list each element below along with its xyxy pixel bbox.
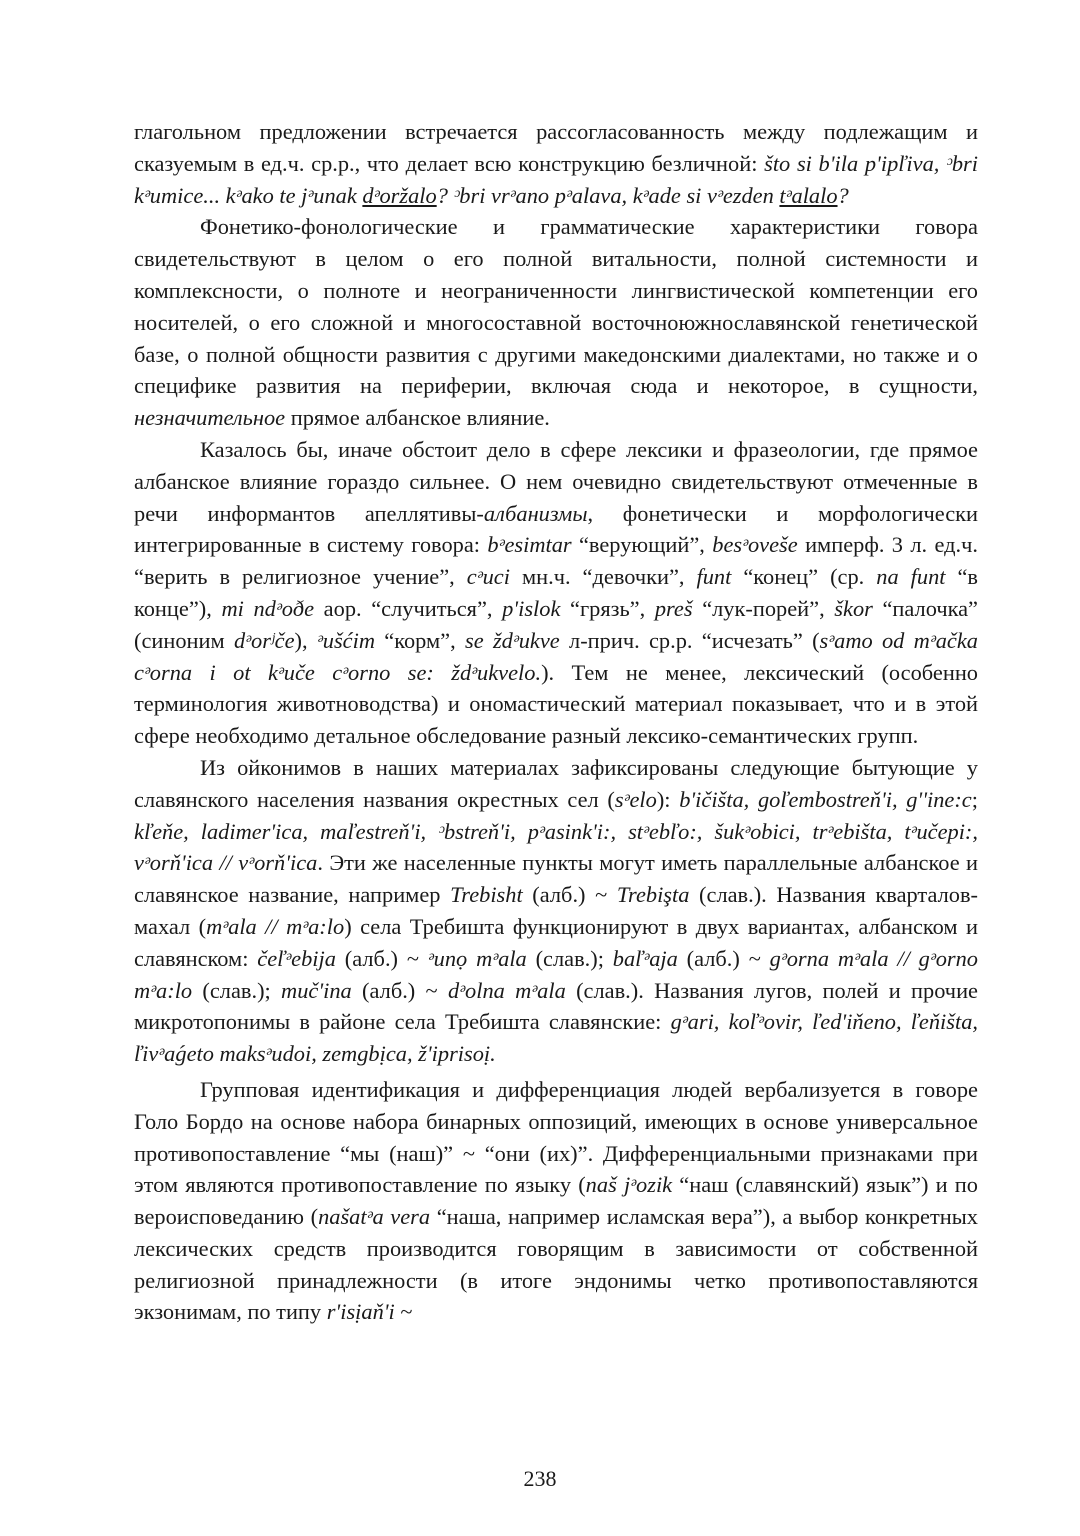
- text-run: ) села Требишта функционируют в двух вариантах, албанском и славянском:: [134, 913, 979, 971]
- italic-run: p'islok: [502, 595, 561, 621]
- italic-run: naš jᵊozik: [585, 1172, 673, 1198]
- italic-run: što si b'ila p'ipľiva, ᵓbri kᵊumice... kᵊako te jᵊunak: [134, 150, 978, 208]
- italic-run: Trebisht: [450, 882, 523, 908]
- italic-run: gᵊorna mᵊala // gᵊorno mᵊa:lo: [134, 945, 978, 1003]
- italic-run: dᵊorʲče: [233, 627, 295, 653]
- text-run: (слав.);: [526, 945, 613, 971]
- text-run: ),: [294, 627, 317, 653]
- text-run: “корм”,: [374, 627, 465, 653]
- text-run: (слав.);: [192, 977, 282, 1003]
- italic-run: se ždᵊukve: [465, 627, 560, 653]
- text-run: “грязь”,: [560, 595, 655, 621]
- text-run: (алб.) ~: [335, 945, 428, 971]
- text-run: “верующий”,: [571, 532, 713, 558]
- paragraph-4: [134, 752, 978, 1070]
- text-run: л-прич. ср.р. “исчезать” (: [559, 627, 820, 653]
- text-run: аор. “случиться”,: [314, 595, 503, 621]
- text-run: ;: [971, 786, 978, 812]
- italic-run: kľeňe, ladimer'ica, maľestreň'i, ᵓbstreň'i, pᵊasink'i:, stᵊebľo:, šukᵊobici, trᵊebišta, tᵊučepi:, vᵊorň'ica // vᵊorň'ica: [134, 818, 978, 876]
- text-run: Из ойконимов в наших материалах зафиксированы следующие бытующие у славянского населения названия окрестных сел (: [134, 754, 978, 812]
- italic-run: preš: [654, 595, 693, 621]
- text-run: “наша, например исламская вера”), а выбор конкретных лексических средств производится говорящим в зависимости от собственной религиозной принадлежности (в итоге эндонимы четко противопоставляются экзонимам, по типу: [134, 1204, 978, 1325]
- italic-run: албанизмы: [483, 500, 588, 526]
- italic-run: ᵊunọ mᵊala: [427, 945, 527, 971]
- italic-run: ᵊušćim: [316, 627, 375, 653]
- text-run: (алб.) ~: [677, 945, 770, 971]
- italic-run: škor: [834, 595, 873, 621]
- italic-run: besᵊoveše: [712, 532, 798, 558]
- italic-run: funt: [696, 564, 732, 590]
- italic-run: mi ndᵊoðe: [221, 595, 315, 621]
- paragraph-5: [134, 1074, 978, 1328]
- text-run: . Эти же населенные пункты могут иметь параллельные албанское и славянское название, например: [134, 850, 979, 908]
- text-run: (алб.) ~: [522, 882, 617, 908]
- text-run: , фонетически и морфологически интегрированные в систему говора:: [134, 500, 978, 558]
- italic-run: b'ičišta, goľembostreň'i, g''ine:c: [679, 786, 972, 812]
- italic-run: dᵊolna mᵊala: [447, 977, 566, 1003]
- text-run: ). Тем не менее, лексический (особенно терминология животноводства) и ономастический материал показывает, что и в этой сфере необходимо детальное обследование разный лексико-семантических групп.: [134, 659, 978, 749]
- italic-run: cᵊuci: [466, 564, 510, 590]
- italic-run: na funt: [876, 564, 946, 590]
- italic-run: muč'ina: [281, 977, 352, 1003]
- page-number: 238: [523, 1466, 557, 1491]
- text-run: Групповая идентификация и дифференциация людей вербализуется в говоре Голо Бордо на основе набора бинарных оппозиций, имеющих в основе универсальное противопоставление “мы (наш)” ~ “они (их)”. Дифференциальными признаками при этом являются противопоставление по языку (: [134, 1076, 978, 1198]
- text-run: Фонетико-фонологические и грамматические характеристики говора свидетельствуют в целом о его полной витальности, полной системности и комплексности, о полноте и неограниченности лингвистической компетенции его носителей, о его сложной и многосоставной восточноюжнославянской генетической базе, о полной общности развития с другими македонскими диалектами, но также и о специфике развития на периферии, включая сюда и некоторое, в сущности,: [134, 214, 978, 399]
- italic-run: Trebişta: [616, 882, 690, 908]
- text-run: (слав.). Названия лугов, полей и прочие микротопонимы в районе села Требишта славянские:: [134, 977, 978, 1035]
- italic-run: tᵊalalo: [779, 182, 838, 208]
- italic-run: sᵊelo: [614, 786, 657, 812]
- text-run: “лук-порей”,: [692, 595, 835, 621]
- italic-run: незначительное: [134, 405, 286, 431]
- italic-run: ? ᵓbri vrᵊano pᵊalava, kᵊade si vᵊezden: [436, 182, 780, 208]
- italic-run: mᵊala // mᵊa:lo: [206, 913, 345, 939]
- text-run: мн.ч. “девочки”,: [509, 564, 697, 590]
- italic-run: bᵊesimtar: [487, 532, 572, 558]
- text-run: глагольном предложении встречается рассогласованность между подлежащим и сказуемым в ед.ч. ср.р., что делает всю конструкцию безличной:: [134, 119, 978, 176]
- italic-run: baľᵊaja: [612, 945, 678, 971]
- text-run: (алб.) ~: [351, 977, 448, 1003]
- text-run: ):: [656, 786, 680, 812]
- italic-run: r'isịaň'i: [326, 1299, 395, 1325]
- paragraph-3: [134, 434, 978, 752]
- text-run: прямое албанское влияние.: [285, 405, 550, 431]
- text-run: Казалось бы, иначе обстоит дело в сфере лексики и фразеологии, где прямое албанское влияние гораздо сильнее. О нем очевидно свидетельствуют отмеченные в речи информантов апеллятивы-: [134, 436, 978, 526]
- text-run: ~: [394, 1299, 413, 1325]
- paragraph-2: [134, 211, 978, 434]
- text-run: “конец” (ср.: [731, 564, 877, 590]
- text-run: “наш (славянский) язык”) и по вероисповеданию (: [134, 1172, 978, 1230]
- italic-run: ?: [837, 182, 849, 208]
- italic-run: našatᵊa vera: [318, 1204, 431, 1230]
- text-run: (слав.). Названия кварталов-махал (: [134, 882, 979, 939]
- italic-run: dᵊoržalo: [362, 182, 437, 208]
- document-body: [134, 116, 978, 1328]
- italic-run: čeľᵊebija: [257, 945, 336, 971]
- italic-run: gᵊari, koľᵊovir, ľed'iňeno, ľeňišta, ľivᵊaǵeto maksᵊudoi, zemgbịca, ž'iprisoị.: [134, 1009, 978, 1067]
- text-run: “палочка” (синоним: [134, 595, 978, 653]
- text-run: имперф. 3 л. ед.ч. “верить в религиозное учение”,: [134, 532, 978, 590]
- text-run: “в конце”),: [134, 564, 979, 621]
- italic-run: sᵊamo od mᵊačka cᵊorna i ot kᵊuče cᵊorno se: ždᵊukvelo.: [134, 627, 978, 685]
- paragraph-1: [134, 116, 978, 211]
